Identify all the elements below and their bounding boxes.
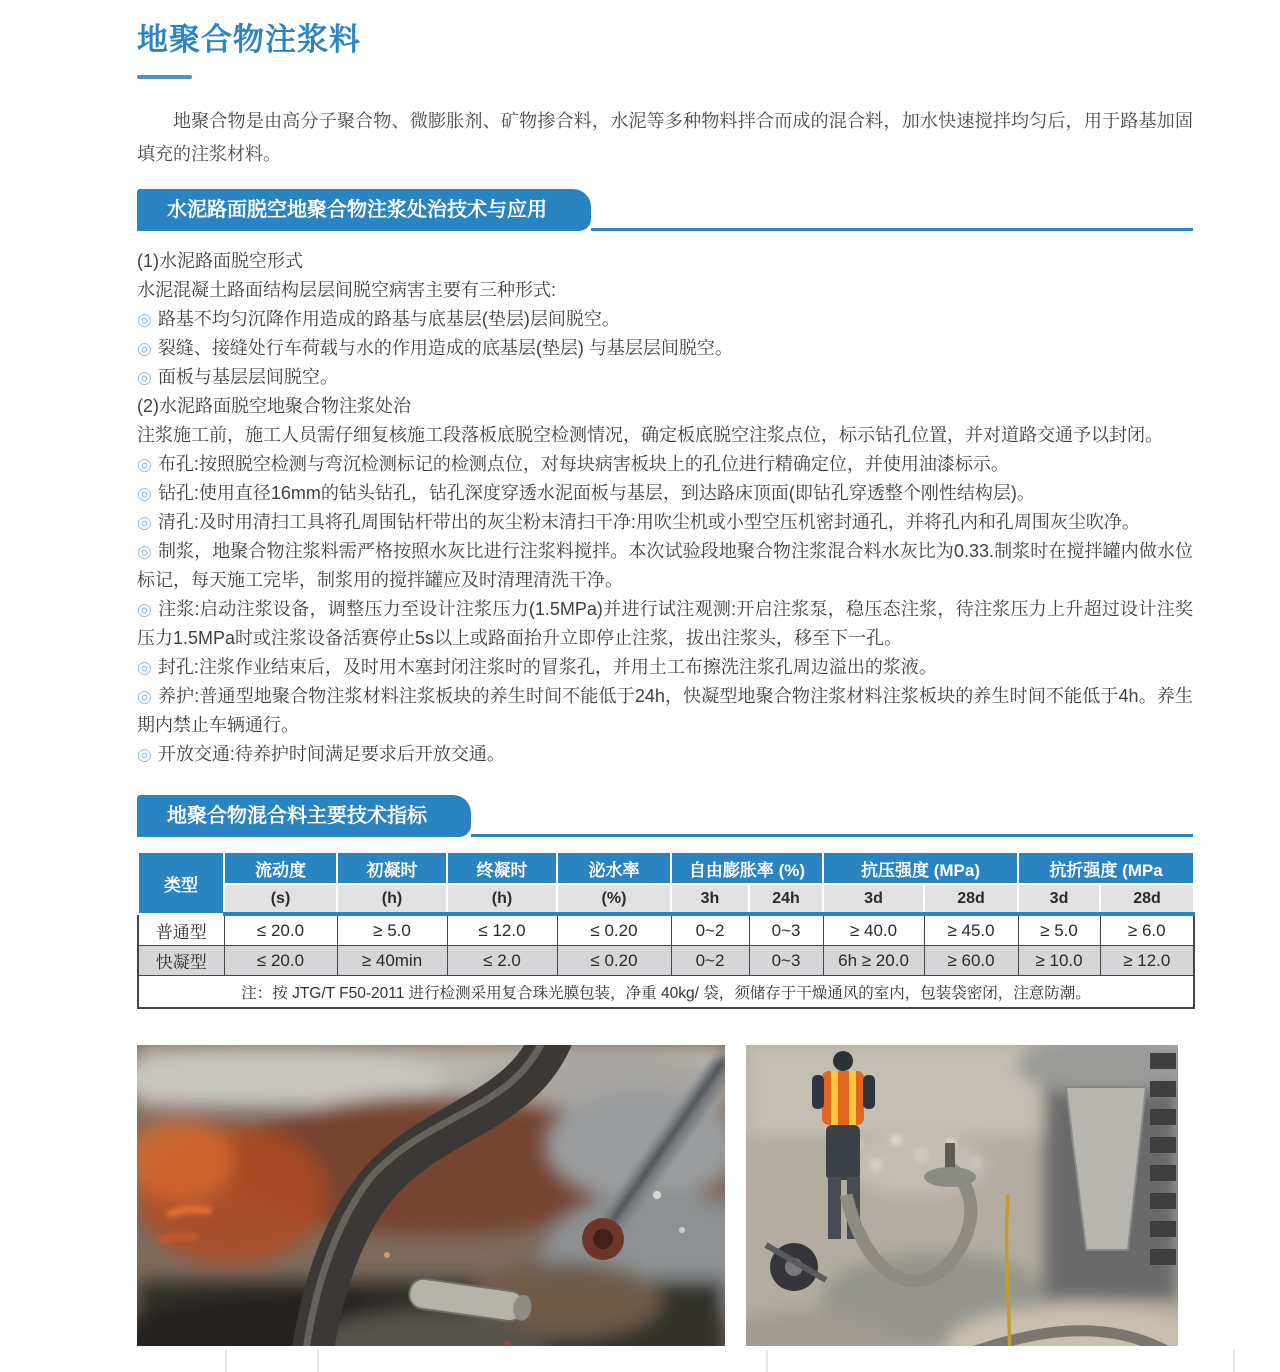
left-photo-illustration: [137, 1045, 725, 1368]
bullet-item: ◎ 开放交通:待养护时间满足要求后开放交通。: [137, 744, 505, 764]
value-cell: ≥ 10.0: [1018, 946, 1100, 976]
value-cell: ≥ 6.0: [1100, 914, 1194, 946]
value-cell: 0~3: [749, 914, 823, 946]
bullet-item: ◎ 制浆，地聚合物注浆料需严格按照水灰比进行注浆料搅拌。本次试验段地聚合物注浆混合料水灰比为0.33.制浆时在搅拌罐内做水位标记，每天施工完毕，制浆用的搅拌罐应及时清理清洗干净。: [137, 541, 1193, 590]
value-cell: ≤ 20.0: [224, 914, 337, 946]
scan-artifact: [225, 1350, 227, 1372]
ring-bullet-icon: ◎: [137, 513, 152, 532]
ring-bullet-icon: ◎: [137, 542, 152, 561]
page-title: 地聚合物注浆料: [137, 22, 361, 57]
intro-paragraph: 地聚合物是由高分子聚合物、微膨胀剂、矿物掺合料，水泥等多种物料拌合而成的混合料，加水快速搅拌均匀后，用于路基加固填充的注浆材料。: [137, 111, 1193, 164]
unit-cell: (h): [447, 884, 557, 914]
header-flexural: 抗折强度 (MPa: [1018, 852, 1194, 884]
ring-bullet-icon: ◎: [137, 339, 152, 358]
value-cell: 0~3: [749, 946, 823, 976]
ring-bullet-icon: ◎: [137, 687, 152, 706]
ring-bullet-icon: ◎: [137, 745, 152, 764]
section1-banner: [137, 189, 1193, 231]
unit-cell: 24h: [749, 884, 823, 914]
header-compressive: 抗压强度 (MPa): [823, 852, 1018, 884]
unit-cell: 3d: [1018, 884, 1100, 914]
unit-cell: (%): [557, 884, 671, 914]
value-cell: ≤ 0.20: [557, 946, 671, 976]
header-final-set: 终凝时: [447, 852, 557, 884]
unit-cell: 28d: [1100, 884, 1194, 914]
header-free-expansion: 自由膨胀率 (%): [671, 852, 823, 884]
bullet-item: ◎ 注浆:启动注浆设备，调整压力至设计注浆压力(1.5MPa)并进行试注观测:开启注浆泵，稳压态注浆，待注浆压力上升超过设计注奖压力1.5MPa时或注浆设备活赛停止5s以上或路面抬升立即停止注浆，拔出注浆头，移至下一孔。: [137, 599, 1193, 648]
scan-artifact: [1233, 1350, 1235, 1372]
header-bleeding: 泌水率: [557, 852, 671, 884]
row-type-cell: 快凝型: [138, 946, 224, 976]
bullet-item: ◎ 养护:普通型地聚合物注浆材料注浆板块的养生时间不能低于24h，快凝型地聚合物注浆材料注浆板块的养生时间不能低于4h。养生期内禁止车辆通行。: [137, 686, 1193, 735]
photo-row: [137, 1045, 1193, 1368]
unit-cell: 3h: [671, 884, 749, 914]
value-cell: 6h ≥ 20.0: [823, 946, 924, 976]
value-cell: ≥ 5.0: [1018, 914, 1100, 946]
section1-banner-rule: [591, 228, 1193, 231]
paragraph: (2)水泥路面脱空地聚合物注浆处治: [137, 396, 411, 416]
bullet-item: ◎ 路基不均匀沉降作用造成的路基与底基层(垫层)层间脱空。: [137, 309, 620, 329]
unit-cell: (h): [337, 884, 447, 914]
value-cell: ≤ 20.0: [224, 946, 337, 976]
value-cell: ≤ 2.0: [447, 946, 557, 976]
scan-artifact: [766, 1350, 768, 1372]
section2-banner: [137, 795, 1193, 837]
table-note: 注：按 JTG/T F50-2011 进行检测采用复合珠光膜包装，净重 40kg/ 袋，须储存于干燥通风的室内，包装袋密闭，注意防潮。: [138, 976, 1194, 1009]
section1-banner-tab: 水泥路面脱空地聚合物注浆处治技术与应用: [137, 189, 591, 231]
value-cell: ≥ 60.0: [924, 946, 1018, 976]
unit-cell: (s): [224, 884, 337, 914]
value-cell: 0~2: [671, 946, 749, 976]
table-row-ordinary: [138, 914, 1194, 946]
paragraph: 水泥混凝土路面结构层层间脱空病害主要有三种形式:: [137, 280, 556, 300]
value-cell: ≤ 0.20: [557, 914, 671, 946]
scan-artifact: [317, 1350, 319, 1372]
value-cell: ≥ 12.0: [1100, 946, 1194, 976]
value-cell: ≥ 45.0: [924, 914, 1018, 946]
value-cell: 0~2: [671, 914, 749, 946]
unit-cell: 28d: [924, 884, 1018, 914]
bullet-item: ◎ 面板与基层层间脱空。: [137, 367, 338, 387]
spec-table: [137, 851, 1195, 1009]
row-type-cell: 普通型: [138, 914, 224, 946]
ring-bullet-icon: ◎: [137, 310, 152, 329]
bullet-item: ◎ 清孔:及时用清扫工具将孔周围钻杆带出的灰尘粉末清扫干净:用吹尘机或小型空压机密封通孔，并将孔内和孔周围灰尘吹净。: [137, 512, 1140, 532]
bullet-item: ◎ 布孔:按照脱空检测与弯沉检测标记的检测点位，对每块病害板块上的孔位进行精确定位，并使用油漆标示。: [137, 454, 1009, 474]
unit-cell: 3d: [823, 884, 924, 914]
photo-construction-site: [746, 1045, 1178, 1368]
header-flow: 流动度: [224, 852, 337, 884]
ring-bullet-icon: ◎: [137, 658, 152, 677]
value-cell: ≥ 5.0: [337, 914, 447, 946]
table-row-rapid: [138, 946, 1194, 976]
table-note-row: [138, 976, 1194, 1009]
paragraph: 注浆施工前，施工人员需仔细复核施工段落板底脱空检测情况，确定板底脱空注浆点位，标示钻孔位置，并对道路交通予以封闭。: [137, 425, 1163, 445]
value-cell: ≤ 12.0: [447, 914, 557, 946]
bullet-item: ◎ 钻孔:使用直径16mm的钻头钻孔，钻孔深度穿透水泥面板与基层，到达路床顶面(即钻孔穿透整个刚性结构层)。: [137, 483, 1035, 503]
title-underline: [137, 75, 192, 79]
section1-body: [137, 247, 1193, 769]
photo-grouting-hole: [137, 1045, 725, 1368]
ring-bullet-icon: ◎: [137, 455, 152, 474]
bullet-item: ◎ 封孔:注浆作业结束后，及时用木塞封闭注浆时的冒浆孔，并用土工布擦洗注浆孔周边溢出的浆液。: [137, 657, 937, 677]
paragraph: (1)水泥路面脱空形式: [137, 251, 303, 271]
ring-bullet-icon: ◎: [137, 600, 153, 619]
ring-bullet-icon: ◎: [137, 484, 152, 503]
table-header-row-1: [138, 852, 1194, 884]
value-cell: ≥ 40min: [337, 946, 447, 976]
section2-banner-rule: [471, 834, 1193, 837]
header-type: 类型: [138, 852, 224, 914]
page-bottom-margin: [0, 1346, 1280, 1372]
header-initial-set: 初凝时: [337, 852, 447, 884]
right-photo-illustration: [746, 1045, 1178, 1368]
section2-banner-tab: 地聚合物混合料主要技术指标: [137, 795, 471, 837]
table-header-row-2: [138, 884, 1194, 914]
ring-bullet-icon: ◎: [137, 368, 152, 387]
value-cell: ≥ 40.0: [823, 914, 924, 946]
bullet-item: ◎ 裂缝、接缝处行车荷载与水的作用造成的底基层(垫层) 与基层层间脱空。: [137, 338, 733, 358]
